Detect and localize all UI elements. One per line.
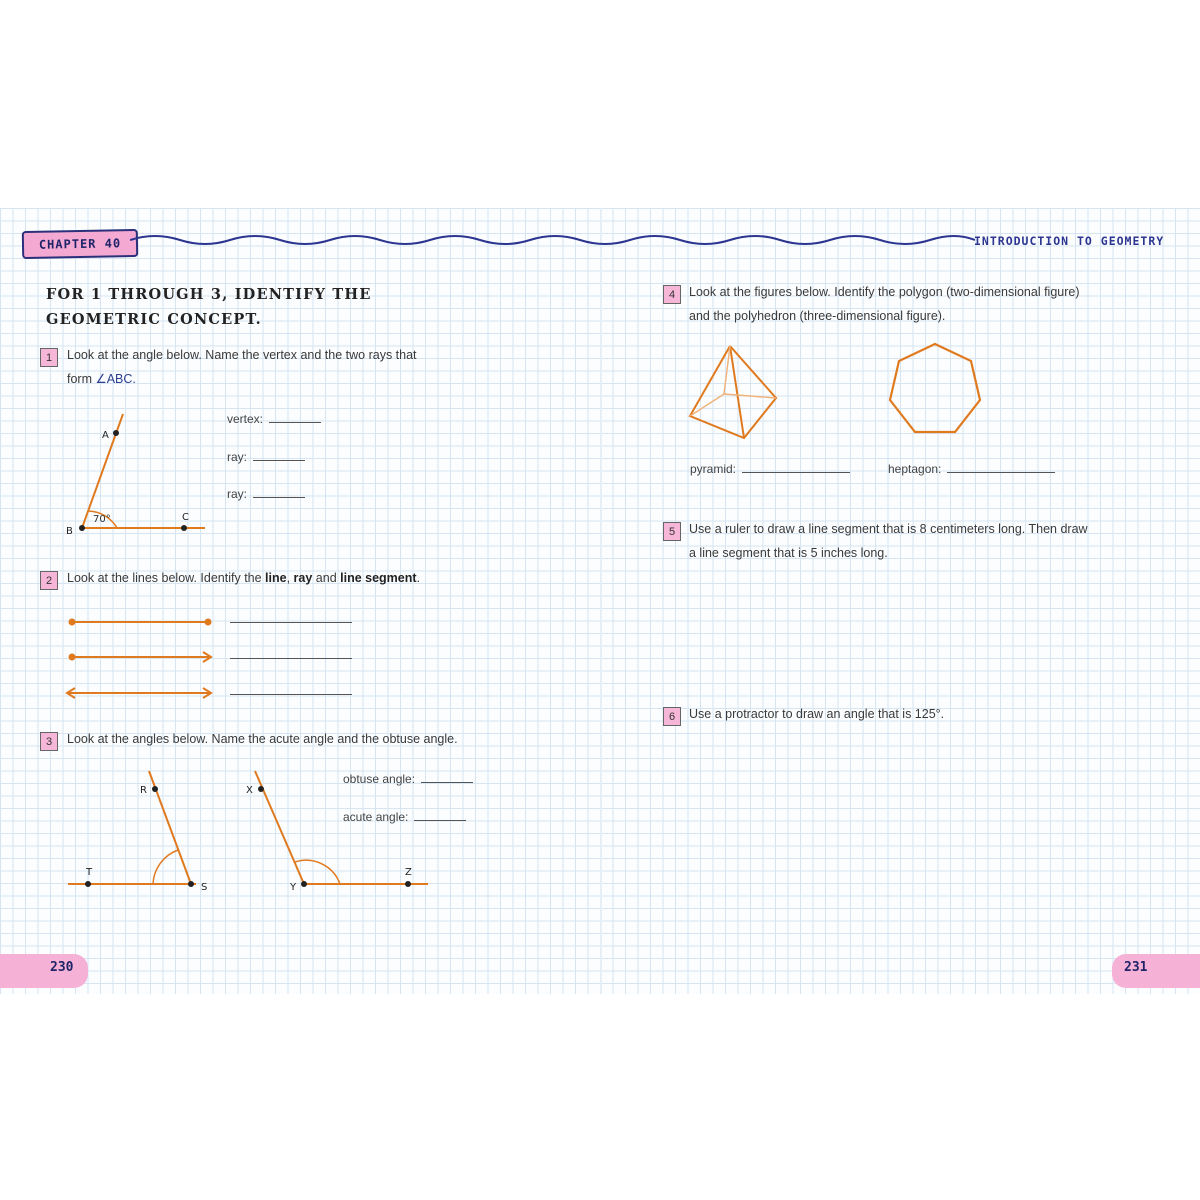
obtuse-blank[interactable] [421, 770, 473, 783]
label-c: C [182, 512, 189, 523]
question-4-line-2: and the polyhedron (three-dimensional figure). [689, 309, 946, 323]
question-number-4: 4 [663, 285, 681, 304]
chapter-tag: CHAPTER 40 [22, 229, 138, 259]
heptagon-label: heptagon: [888, 462, 942, 476]
question-1-line-2 [67, 367, 497, 391]
question-1-form-text: form [67, 372, 96, 386]
point-b [79, 525, 85, 531]
question-5-text [689, 517, 1169, 565]
ray1-answer [227, 448, 305, 464]
pyramid-figure [680, 338, 790, 444]
line-figure [67, 688, 211, 698]
question-6-text: Use a protractor to draw an angle that is 125°. [689, 707, 945, 721]
answer-blank-ray[interactable] [230, 658, 352, 659]
label-x: X [246, 785, 253, 796]
question-number-3: 3 [40, 732, 58, 751]
heptagon-figure [883, 338, 987, 442]
term-line-segment: line segment [340, 571, 417, 585]
header-wavy-rule [130, 228, 975, 248]
question-number-5: 5 [663, 522, 681, 541]
lines-figure [60, 608, 220, 708]
label-z: Z [405, 867, 412, 878]
label-s: S [201, 882, 208, 893]
angle-xyz [246, 771, 428, 893]
question-4-text [689, 280, 1169, 328]
point-c [181, 525, 187, 531]
heptagon-blank[interactable] [947, 460, 1055, 473]
label-b: B [66, 526, 73, 537]
label-r: R [140, 785, 147, 796]
question-number-1: 1 [40, 348, 58, 367]
heptagon-answer [888, 460, 1055, 476]
page-number-right: 231 [1124, 960, 1148, 975]
question-5-line-2: a line segment that is 5 inches long. [689, 546, 888, 560]
vertex-label: vertex: [227, 412, 264, 426]
question-2-sep-1: , [286, 571, 294, 585]
angle-abc-figure [60, 408, 220, 548]
question-2-text [67, 566, 507, 590]
acute-answer [343, 808, 466, 824]
angle-measure: 70° [93, 514, 111, 525]
acute-blank[interactable] [414, 808, 466, 821]
line-segment-figure [69, 619, 212, 626]
question-1-line-1: Look at the angle below. Name the vertex and the two rays that [67, 348, 417, 362]
question-3-text: Look at the angles below. Name the acute angle and the obtuse angle. [67, 732, 458, 746]
question-4-line-1: Look at the figures below. Identify the polygon (two-dimensional figure) [689, 285, 1080, 299]
answer-blank-line[interactable] [230, 694, 352, 695]
ray2-blank[interactable] [253, 485, 305, 498]
question-5-line-1: Use a ruler to draw a line segment that is 8 centimeters long. Then draw [689, 522, 1088, 536]
vertex-blank[interactable] [269, 410, 321, 423]
ray1-blank[interactable] [253, 448, 305, 461]
running-title: INTRODUCTION TO GEOMETRY [974, 234, 1165, 248]
pyramid-answer [690, 460, 850, 476]
ray-figure [69, 652, 212, 662]
question-2-post: . [416, 571, 421, 585]
term-ray: ray [293, 571, 313, 585]
label-y: Y [290, 882, 297, 893]
obtuse-label: obtuse angle: [343, 772, 416, 786]
question-number-6: 6 [663, 707, 681, 726]
question-2-pre: Look at the lines below. Identify the [67, 571, 266, 585]
label-a: A [102, 430, 109, 441]
answer-blank-segment[interactable] [230, 622, 352, 623]
page-spine [600, 208, 602, 994]
page-number-tab-left [0, 954, 88, 988]
workbook-spread [0, 208, 1200, 994]
angle-rst [68, 771, 207, 893]
acute-label: acute angle: [343, 810, 409, 824]
label-t: T [86, 867, 93, 878]
question-1-text [67, 343, 497, 391]
page-number-left: 230 [50, 960, 74, 975]
pyramid-blank[interactable] [742, 460, 850, 473]
ray2-answer [227, 485, 305, 501]
pyramid-label: pyramid: [690, 462, 737, 476]
point-a [113, 430, 119, 436]
ray1-label: ray: [227, 450, 248, 464]
term-line: line [265, 571, 287, 585]
obtuse-answer [343, 770, 473, 786]
angle-abc-name: ∠ABC. [95, 372, 136, 386]
vertex-answer [227, 410, 321, 426]
question-2-sep-2: and [312, 571, 341, 585]
section-heading: FOR 1 THROUGH 3, IDENTIFY THE GEOMETRIC CONCEPT. [46, 286, 372, 328]
ray2-label: ray: [227, 487, 248, 501]
question-number-2: 2 [40, 571, 58, 590]
